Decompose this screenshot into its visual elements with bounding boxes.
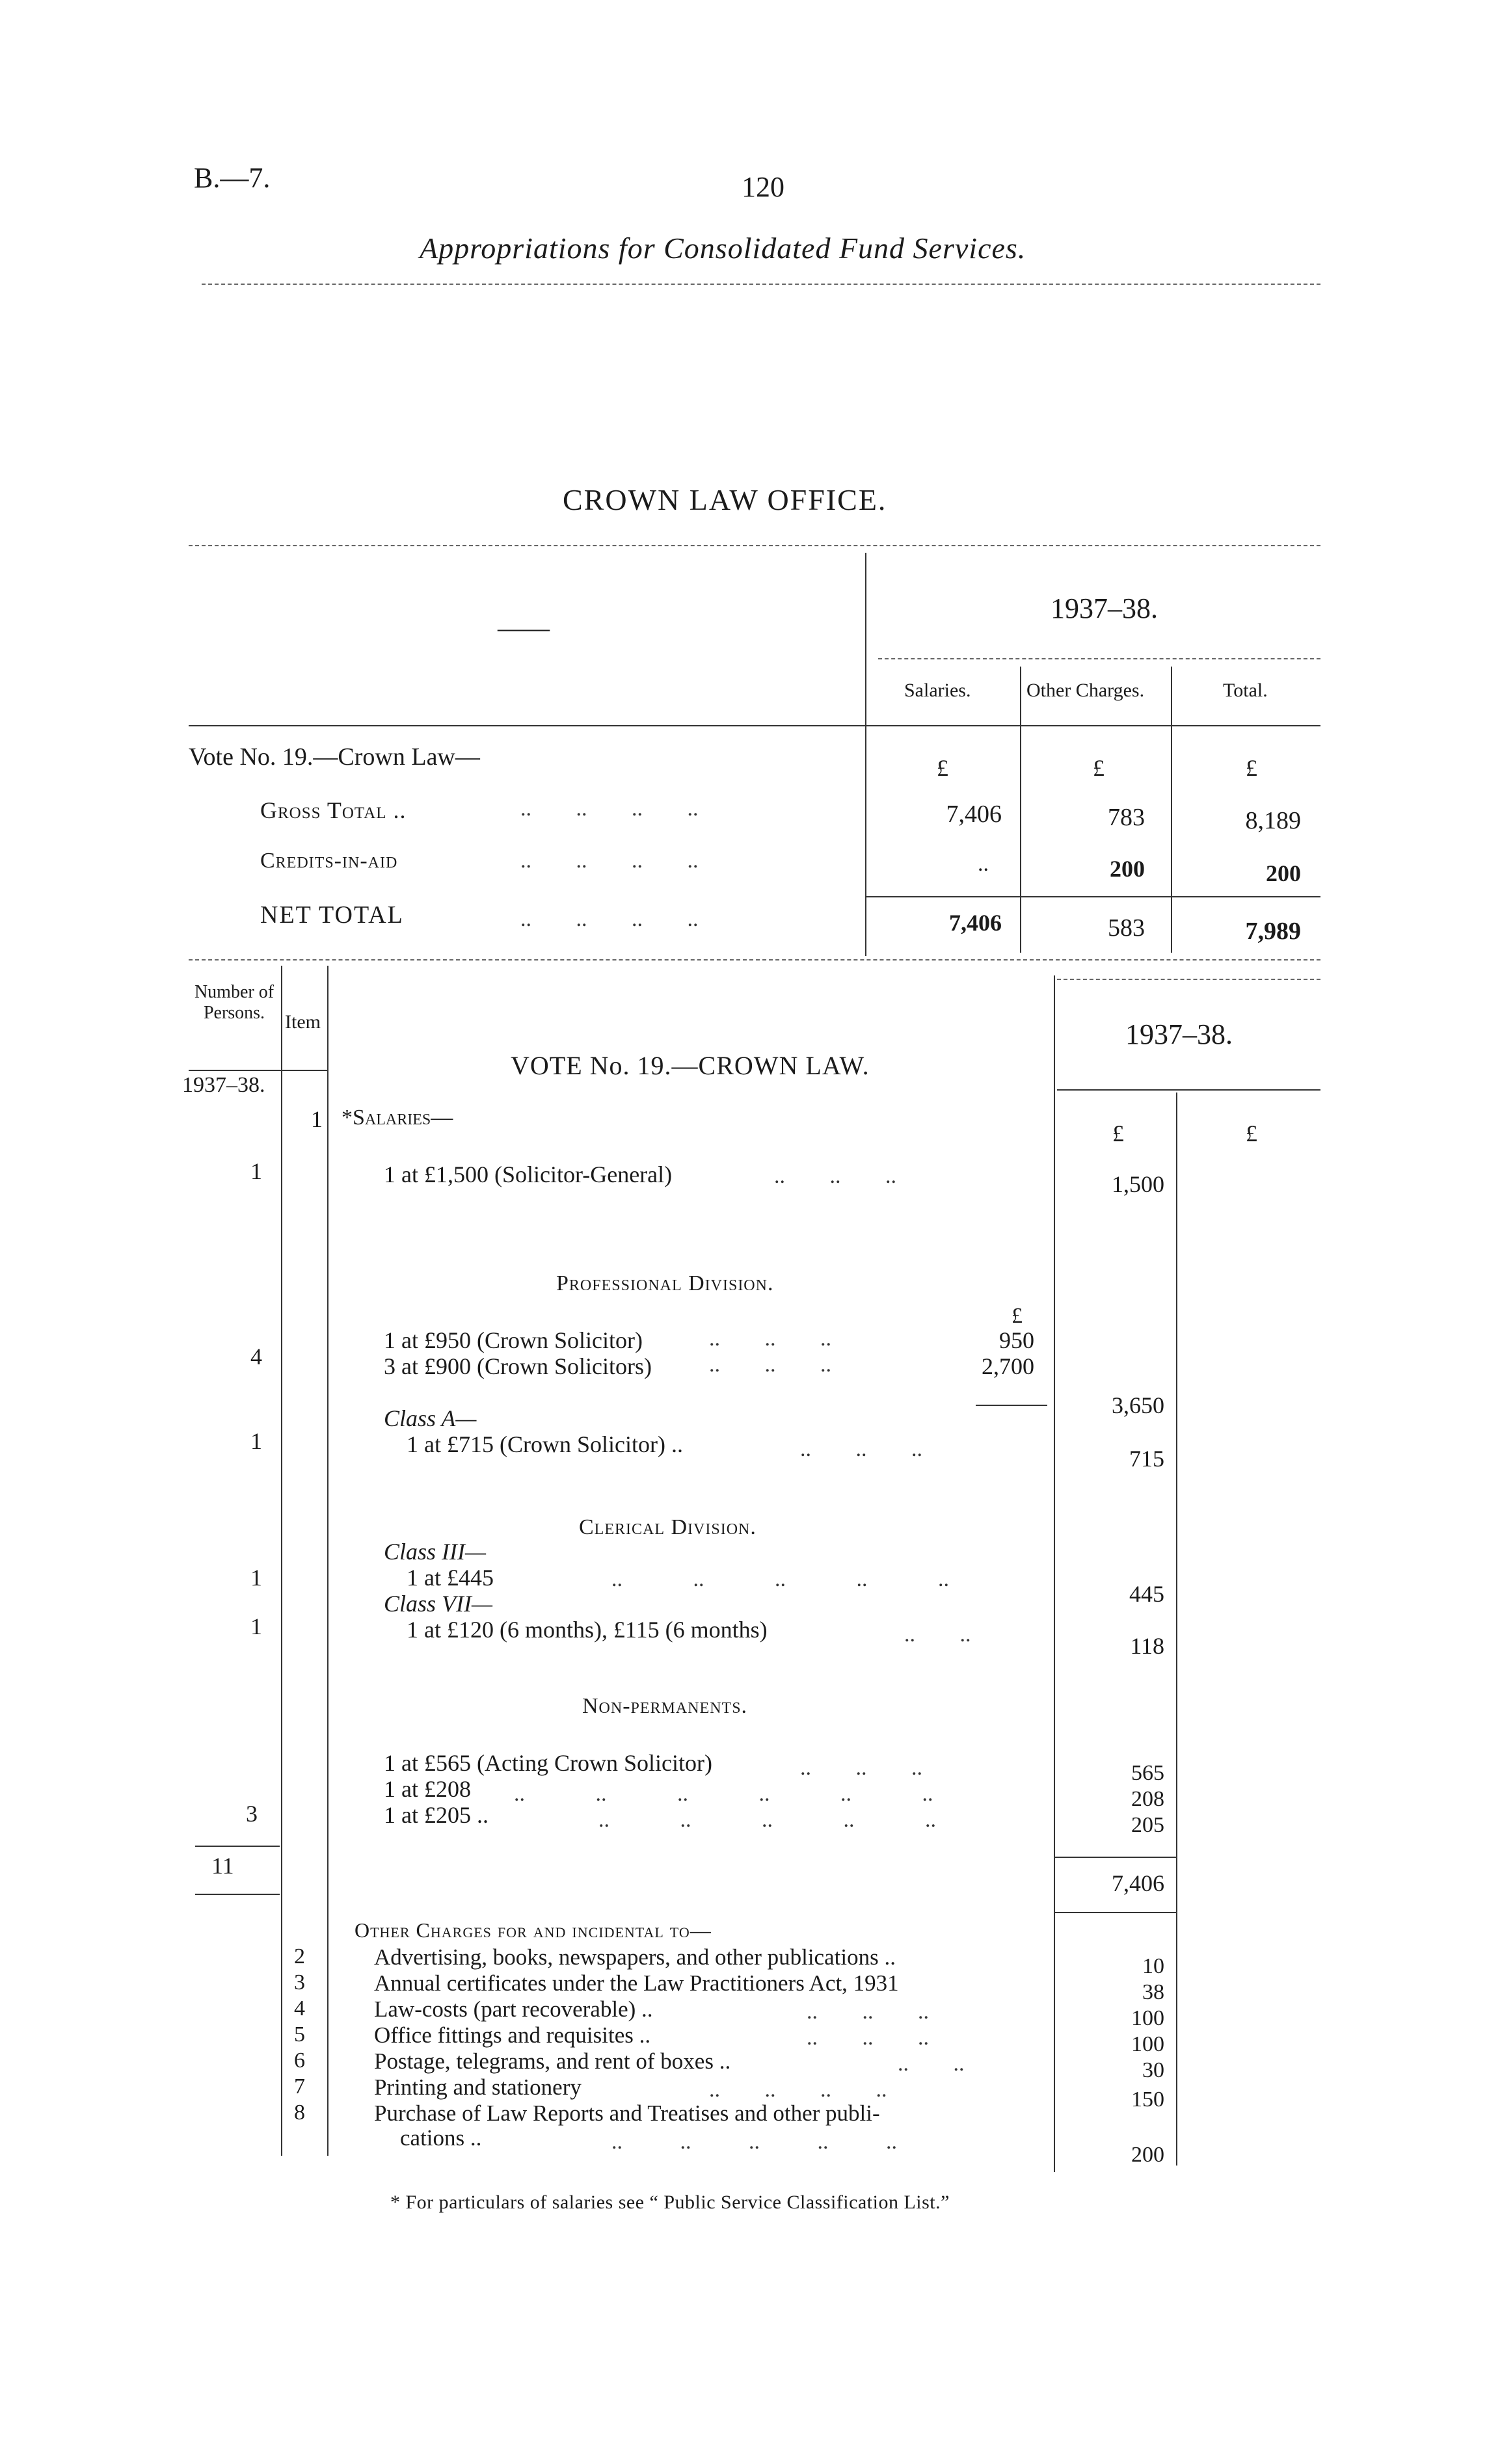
other-item-7-leader: .. .. .. .. — [709, 2078, 887, 2102]
other-item-3-number: 3 — [294, 1970, 305, 1994]
other-item-7-amount: 150 — [1131, 2087, 1164, 2112]
summary-year-rule — [878, 658, 1320, 659]
summary-net-salaries: 7,406 — [949, 910, 1002, 936]
summary-gross-other: 783 — [1108, 804, 1145, 831]
other-item-3-amount: 38 — [1142, 1980, 1164, 2004]
summary-bottom-rule — [189, 959, 1320, 960]
other-item-2-label: Advertising, books, newspapers, and other publications .. — [374, 1944, 896, 1970]
nonperm-row-2-leader: .. .. .. .. .. .. — [514, 1782, 933, 1806]
professional-persons: 4 — [250, 1344, 262, 1370]
report-reference: B.—7. — [194, 162, 271, 194]
detail-currency-amount: £ — [1112, 1120, 1124, 1146]
nonperm-row-2-label: 1 at £208 — [384, 1776, 471, 1802]
class-a-leader: .. .. .. — [800, 1437, 922, 1461]
class-iii-leader: .. .. .. .. .. — [611, 1567, 949, 1591]
summary-divider — [865, 553, 866, 956]
other-item-7-label: Printing and stationery — [374, 2074, 582, 2100]
professional-division-heading: Professional Division. — [556, 1271, 774, 1295]
summary-credits-leader: .. .. .. .. — [520, 849, 699, 873]
salaries-heading: *Salaries— — [342, 1106, 453, 1130]
professional-sub-currency: £ — [1011, 1304, 1023, 1328]
other-item-7-number: 7 — [294, 2074, 305, 2099]
nonperm-row-1-leader: .. .. .. — [800, 1756, 922, 1780]
other-item-6-amount: 30 — [1142, 2058, 1164, 2082]
summary-subtotal-rule — [865, 896, 1320, 897]
summary-net-leader: .. .. .. .. — [520, 907, 699, 931]
other-charges-heading: Other Charges for and incidental to— — [355, 1918, 712, 1942]
clerical-division-heading: Clerical Division. — [579, 1515, 757, 1539]
detail-col-persons-header: Number of Persons. — [194, 982, 275, 1023]
summary-net-other: 583 — [1108, 914, 1145, 942]
detail-header-rule — [189, 1070, 328, 1071]
summary-credits-salaries: .. — [978, 852, 989, 876]
other-item-8-number: 8 — [294, 2100, 305, 2125]
detail-col-sep-persons — [281, 966, 282, 2156]
other-item-8-leader: .. .. .. .. .. — [611, 2130, 897, 2154]
other-item-8-amount: 200 — [1131, 2143, 1164, 2167]
other-item-6-number: 6 — [294, 2048, 305, 2073]
footnote: * For particulars of salaries see “ Public Service Classification List.” — [390, 2192, 950, 2213]
other-item-4-number: 4 — [294, 1996, 305, 2020]
salaries-total-rule-top — [1054, 1857, 1176, 1858]
class-iii-label: 1 at £445 — [407, 1565, 494, 1591]
solicitor-general-persons: 1 — [250, 1158, 262, 1184]
summary-col-sep-1 — [1020, 667, 1021, 953]
summary-top-rule — [189, 545, 1320, 546]
office-title: CROWN LAW OFFICE. — [563, 483, 887, 516]
professional-row-1-label: 1 at £950 (Crown Solicitor) — [384, 1327, 643, 1353]
class-vii-leader: .. .. — [904, 1623, 971, 1647]
other-item-5-leader: .. .. .. — [807, 2026, 929, 2050]
summary-net-total: 7,989 — [1245, 918, 1301, 945]
other-item-5-amount: 100 — [1131, 2032, 1164, 2056]
summary-header-rule — [189, 725, 1320, 726]
summary-col-other: Other Charges. — [1026, 680, 1145, 701]
nonperm-heading: Non-permanents. — [582, 1694, 748, 1718]
detail-year-label: 1937–38. — [182, 1073, 265, 1097]
class-a-amount: 715 — [1129, 1446, 1164, 1472]
class-a-heading: Class A— — [384, 1405, 477, 1431]
nonperm-row-1-label: 1 at £565 (Acting Crown Solicitor) — [384, 1750, 712, 1776]
salaries-item-number: 1 — [311, 1106, 323, 1132]
persons-total-rule-bottom — [195, 1894, 280, 1895]
total-persons: 11 — [211, 1853, 234, 1879]
class-a-persons: 1 — [250, 1428, 262, 1454]
summary-currency-salaries: £ — [937, 755, 948, 781]
detail-year-col-header: 1937–38. — [1125, 1018, 1233, 1050]
detail-col-item-header: Item — [285, 1011, 321, 1033]
class-vii-label: 1 at £120 (6 months), £115 (6 months) — [407, 1617, 768, 1643]
salaries-total: 7,406 — [1112, 1870, 1164, 1896]
detail-col-sep-item — [327, 966, 328, 2156]
nonperm-row-3-leader: .. .. .. .. .. — [598, 1808, 936, 1832]
summary-gross-salaries: 7,406 — [946, 801, 1002, 828]
professional-row-2-label: 3 at £900 (Crown Solicitors) — [384, 1353, 652, 1379]
solicitor-general-label: 1 at £1,500 (Solicitor-General) — [384, 1161, 673, 1187]
summary-blank-header: —— — [498, 613, 550, 642]
summary-col-sep-2 — [1171, 667, 1172, 953]
nonperm-row-2-amount: 208 — [1131, 1787, 1164, 1811]
professional-row-2-leader: .. .. .. — [709, 1353, 831, 1377]
persons-total-rule-top — [195, 1846, 280, 1847]
summary-credits-total: 200 — [1266, 860, 1301, 886]
salaries-total-rule-bottom — [1054, 1912, 1176, 1913]
other-item-2-amount: 10 — [1142, 1954, 1164, 1978]
summary-gross-total: 8,189 — [1245, 807, 1301, 834]
summary-currency-total: £ — [1246, 755, 1257, 781]
header-rule — [202, 284, 1320, 285]
detail-vote-title: VOTE No. 19.—CROWN LAW. — [511, 1051, 870, 1080]
other-item-5-label: Office fittings and requisites .. — [374, 2022, 651, 2048]
summary-gross-leader: .. .. .. .. — [520, 797, 699, 821]
summary-col-salaries: Salaries. — [904, 680, 971, 701]
other-item-2-number: 2 — [294, 1944, 305, 1968]
page-number: 120 — [742, 171, 784, 203]
other-item-5-number: 5 — [294, 2022, 305, 2047]
class-vii-heading: Class VII— — [384, 1591, 493, 1617]
class-a-label: 1 at £715 (Crown Solicitor) .. — [407, 1431, 683, 1457]
solicitor-general-amount: 1,500 — [1112, 1171, 1164, 1197]
class-iii-heading: Class III— — [384, 1539, 487, 1565]
nonperm-row-1-amount: 565 — [1131, 1761, 1164, 1785]
other-item-4-leader: .. .. .. — [807, 2000, 929, 2024]
running-title: Appropriations for Consolidated Fund Services. — [420, 232, 1026, 265]
other-item-6-leader: .. .. — [898, 2052, 965, 2076]
detail-currency-total: £ — [1246, 1120, 1257, 1146]
other-item-8-label: Purchase of Law Reports and Treatises and other publi- — [374, 2100, 880, 2126]
summary-credits-label: Credits-in-aid — [260, 849, 398, 873]
professional-subtotal-rule — [976, 1405, 1047, 1406]
nonperm-row-3-label: 1 at £205 .. — [384, 1802, 489, 1828]
nonperm-persons: 3 — [246, 1801, 258, 1827]
professional-row-2-sub: 2,700 — [982, 1353, 1034, 1379]
summary-year: 1937–38. — [1051, 592, 1158, 624]
other-item-3-label: Annual certificates under the Law Practitioners Act, 1931 — [374, 1970, 899, 1996]
detail-amount-top-rule — [1057, 979, 1320, 980]
summary-gross-label: Gross Total .. — [260, 797, 407, 823]
other-item-8-label-cont: cations .. — [400, 2125, 482, 2151]
class-vii-amount: 118 — [1130, 1633, 1164, 1659]
professional-row-1-leader: .. .. .. — [709, 1327, 831, 1351]
nonperm-row-3-amount: 205 — [1131, 1813, 1164, 1837]
class-vii-persons: 1 — [250, 1613, 262, 1639]
solicitor-general-leader: .. .. .. — [774, 1164, 896, 1188]
summary-net-label: NET TOTAL — [260, 901, 404, 929]
other-item-4-label: Law-costs (part recoverable) .. — [374, 1996, 653, 2022]
professional-row-1-sub: 950 — [999, 1327, 1034, 1353]
summary-currency-other: £ — [1093, 755, 1105, 781]
detail-col-sep-total — [1176, 1093, 1177, 2166]
other-item-6-label: Postage, telegrams, and rent of boxes .. — [374, 2048, 731, 2074]
professional-total: 3,650 — [1112, 1392, 1164, 1418]
other-item-4-amount: 100 — [1131, 2006, 1164, 2030]
summary-col-total: Total. — [1223, 680, 1268, 701]
summary-vote-label: Vote No. 19.—Crown Law— — [189, 743, 480, 771]
class-iii-amount: 445 — [1129, 1581, 1164, 1607]
detail-year-rule — [1057, 1089, 1320, 1091]
summary-credits-other: 200 — [1110, 856, 1145, 882]
class-iii-persons: 1 — [250, 1565, 262, 1591]
